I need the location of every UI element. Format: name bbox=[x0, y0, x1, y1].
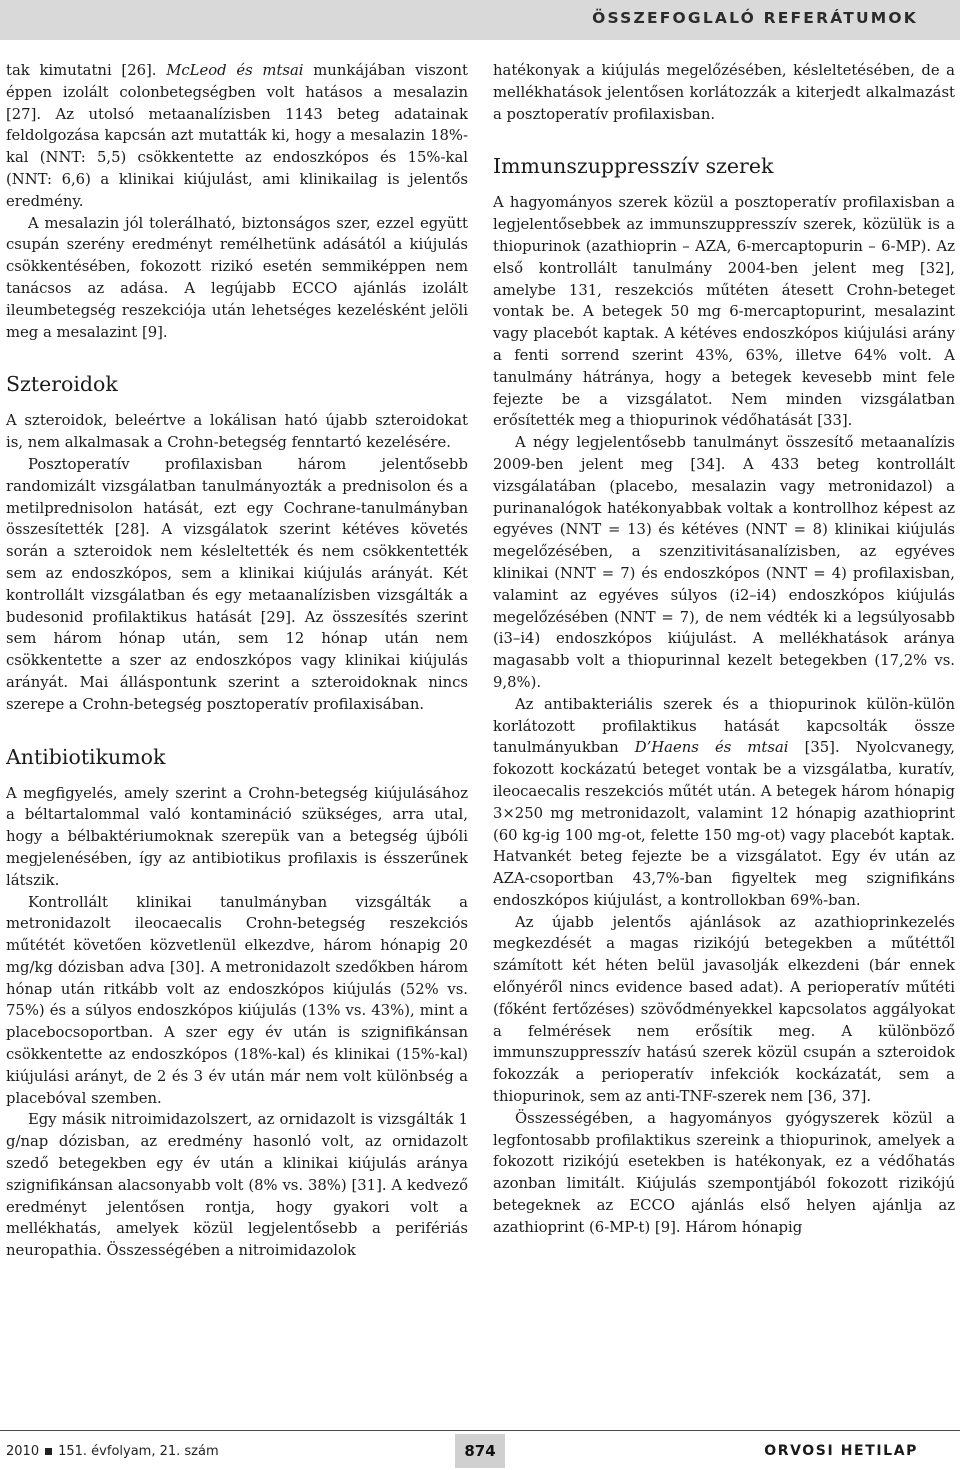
text-run: tak kimutatni [26]. bbox=[6, 62, 167, 79]
paragraph: A hagyományos szerek közül a posztoperatív profilaxisban a legjelentősebbek az immunszuppresszív szerek, közülük is a thiopurinok (azathioprin – AZA, 6-mercaptopurin – 6-MP). Az első kontrollált tanulmány 2004-ben jelent meg [32], amelybe 131, reszekciós műtéten átesett Crohn-beteget vontak be. A betegek 50 mg 6-mercaptopurint, mesalazint vagy placebót kaptak. A kétéves endoszkópos kiújulási arány a fenti sorrend szerint 43%, 63%, illetve 64% volt. A tanulmány hátránya, hogy a betegek kevesebb mint fele fejezte be a vizsgálatot. Nem minden vizsgálatban erősítették meg a thiopurinok védőhatását [33]. bbox=[493, 194, 955, 430]
paragraph: hatékonyak a kiújulás megelőzésében, késleltetésében, de a mellékhatások jelentősen korlátozzák a kiterjedt alkalmazást a posztoperatív profilaxisban. bbox=[493, 62, 955, 123]
heading-immunszuppressziv: Immunszuppresszív szerek bbox=[493, 154, 774, 179]
footer-issue bbox=[6, 1444, 219, 1459]
footer-rule bbox=[0, 1430, 960, 1431]
left-column bbox=[6, 60, 468, 1262]
paragraph: Egy másik nitroimidazolszert, az ornidazolt is vizsgálták 1 g/nap dózisban, az eredmény hasonló volt, az ornidazolt szedő betegekben egy év után a klinikai kiújulás aránya szignifikánsan alacsonyabb volt (8% vs. 38%) [31]. A kedvező eredményt jelentősen rontja, hogy gyakori volt a mellékhatás, amelyek közül legjelentősebb a perifériás neuropathia. Összességében a nitroimidazolok bbox=[6, 1111, 468, 1260]
right-column bbox=[493, 60, 955, 1239]
heading-szteroidok: Szteroidok bbox=[6, 372, 118, 397]
page-number-box bbox=[455, 1434, 505, 1468]
section-title: ÖSSZEFOGLALÓ REFERÁTUMOK bbox=[592, 9, 918, 27]
paragraph: Posztoperatív profilaxisban három jelentősebb randomizált vizsgálatban tanulmányozták a prednisolon és a metilprednisolon hatását, ezt egy Cochrane-tanulmányban összesítették [28]. A vizsgálatok szerint kétéves követés során a szteroidok nem késleltették és nem csökkentették sem az endoszkópos, sem a klinikai kiújulás arányát. Két kontrollált vizsgálatban és egy metaanalízisben vizsgálták a budesonid profilaktikus hatását [29]. Az összesítés szerint sem három hónap után, sem 12 hónap után nem csökkentette a szer az endoszkópos vagy klinikai kiújulás arányát. Mai álláspontunk szerint a szteroidoknak nincs szerepe a Crohn-betegség posztoperatív profilaxisában. bbox=[6, 455, 468, 713]
paragraph bbox=[6, 60, 468, 213]
header-bar bbox=[0, 0, 960, 40]
paragraph: A szteroidok, beleértve a lokálisan ható újabb szteroidokat is, nem alkalmasak a Crohn-betegség fenntartó kezelésére. bbox=[6, 412, 468, 452]
square-bullet-icon bbox=[45, 1448, 52, 1455]
footer-year: 2010 bbox=[6, 1444, 40, 1459]
paragraph: Kontrollált klinikai tanulmányban vizsgálták a metronidazolt ileocaecalis Crohn-betegség reszekciós műtétét követően közvetlenül elkezdve, három hónapig 20 mg/kg dózisban adva [30]. A metronidazolt szedőkben három hónap után ritkább volt az endoszkópos kiújulás (52% vs. 75%) és a súlyos endoszkópos kiújulás (13% vs. 43%), mint a placebocsoportban. A szer egy év után is szignifikánsan csökkentette az endoszkópos (18%-kal) és klinikai (15%-kal) kiújulási arányt, de 2 és 3 év után már nem volt különbség a placebóval szemben. bbox=[6, 893, 468, 1107]
paragraph: A négy legjelentősebb tanulmányt összesítő metaanalízis 2009-ben jelent meg [34]. A 433 beteg kontrollált vizsgálatában (placebo, mesalazin vagy metronidazol) a purinanalógok hatékonyabbak voltak a kontrollhoz képest az egyéves (NNT = 13) és kétéves (NNT = 8) klinikai kiújulás megelőzésében, a szenzitivitásanalízisben, az egyéves klinikai (NNT = 7) és endoszkópos (NNT = 4) profilaxisban, valamint az egyéves súlyos (i2–i4) endoszkópos kiújulás megelőzésében (NNT = 7), de nem védték ki a legsúlyosabb (i3–i4) endoszkópos kiújulást. A mellékhatások aránya magasabb volt a thiopurinnal kezelt betegekben (17,2% vs. 9,8%). bbox=[493, 434, 955, 691]
text-run: Az antibakteriális szerek és a thiopurinok külön-külön korlátozott profilaktikus hatását kapcsolták össze tanulmányukban bbox=[493, 695, 955, 757]
paragraph bbox=[493, 694, 955, 912]
paragraph: A megfigyelés, amely szerint a Crohn-betegség kiújulásához a béltartalommal való kontamináció szükséges, arra utal, hogy a bélbaktériumoknak szerepük van a betegség újbóli megjelenésében, így az antibiotikus profilaxis is ésszerűnek látszik. bbox=[6, 784, 468, 889]
author-citation: McLeod és mtsai bbox=[166, 62, 304, 79]
heading-antibiotikumok: Antibiotikumok bbox=[6, 744, 166, 769]
text-run: munkájában viszont éppen izolált colonbetegségben volt hatásos a mesalazin [27]. Az utolsó metaanalízisben 1143 beteg adatainak feldolgozása kapcsán azt mutatták ki, hogy a mesalazin 18%-kal (NNT: 5,5) csökkentette az endoszkópos és 15%-kal (NNT: 6,6) a klinikai kiújulást, ami klinikailag is jelentős eredmény. bbox=[6, 62, 468, 210]
author-citation: D’Haens és mtsai bbox=[634, 739, 789, 757]
paragraph: Összességében, a hagyományos gyógyszerek közül a legfontosabb profilaktikus szereink a thiopurinok, amelyek a fokozott rizikójú esetekben is hatékonyak, ez a védőhatás azonban limitált. Kiújulás szempontjából fokozott rizikójú betegeknek az ECCO ajánlás első helyen ajánlja az azathioprint (6-MP-t) [9]. Három hónapig bbox=[493, 1109, 955, 1236]
footer-volume: 151. évfolyam, 21. szám bbox=[58, 1444, 219, 1459]
paragraph: A mesalazin jól tolerálható, biztonságos szer, ezzel együtt csupán szerény eredményt remélhetünk adásától a kiújulás csökkentésében, fokozott rizikó esetén semmiképpen nem tanácsos az adása. A legújabb ECCO ajánlás izolált ileumbetegség reszekciója után lehetséges kezelésként jelöli meg a mesalazint [9]. bbox=[6, 214, 468, 341]
journal-name: ORVOSI HETILAP bbox=[764, 1443, 918, 1459]
text-run: [35]. Nyolcvanegy, fokozott kockázatú beteget vontak be a vizsgálatba, kuratív, ileocaecalis reszekciós műtét után. A betegek három hónapig 3×250 mg metronidazolt, valamint 12 hónapig azathioprint (60 kg-ig 100 mg-ot, felette 150 mg-ot) vagy placebót kaptak. Hatvankét beteg fejezte be a vizsgálatot. Egy év után az AZA-csoportban 43,7%-ban figyeltek meg szignifikáns endoszkópos kiújulást, a kontrollokban 69%-ban. bbox=[493, 739, 955, 909]
paragraph: Az újabb jelentős ajánlások az azathioprinkezelés megkezdését a magas rizikójú betegekben a műtéttől számított két héten belül javasolják elkezdeni (bár ennek előnyéről nincs evidence based adat). A perioperatív műtéti (főként fertőzéses) szövődményekkel kapcsolatos aggályokat a felmérések nem erősítik meg. A különböző immunszuppresszív hatású szerek közül csupán a szteroidok fokozzák a perioperatív infekciók kockázatát, sem a thiopurinok, sem az anti-TNF-szerek nem [36, 37]. bbox=[493, 913, 955, 1106]
page-number: 874 bbox=[464, 1442, 496, 1460]
